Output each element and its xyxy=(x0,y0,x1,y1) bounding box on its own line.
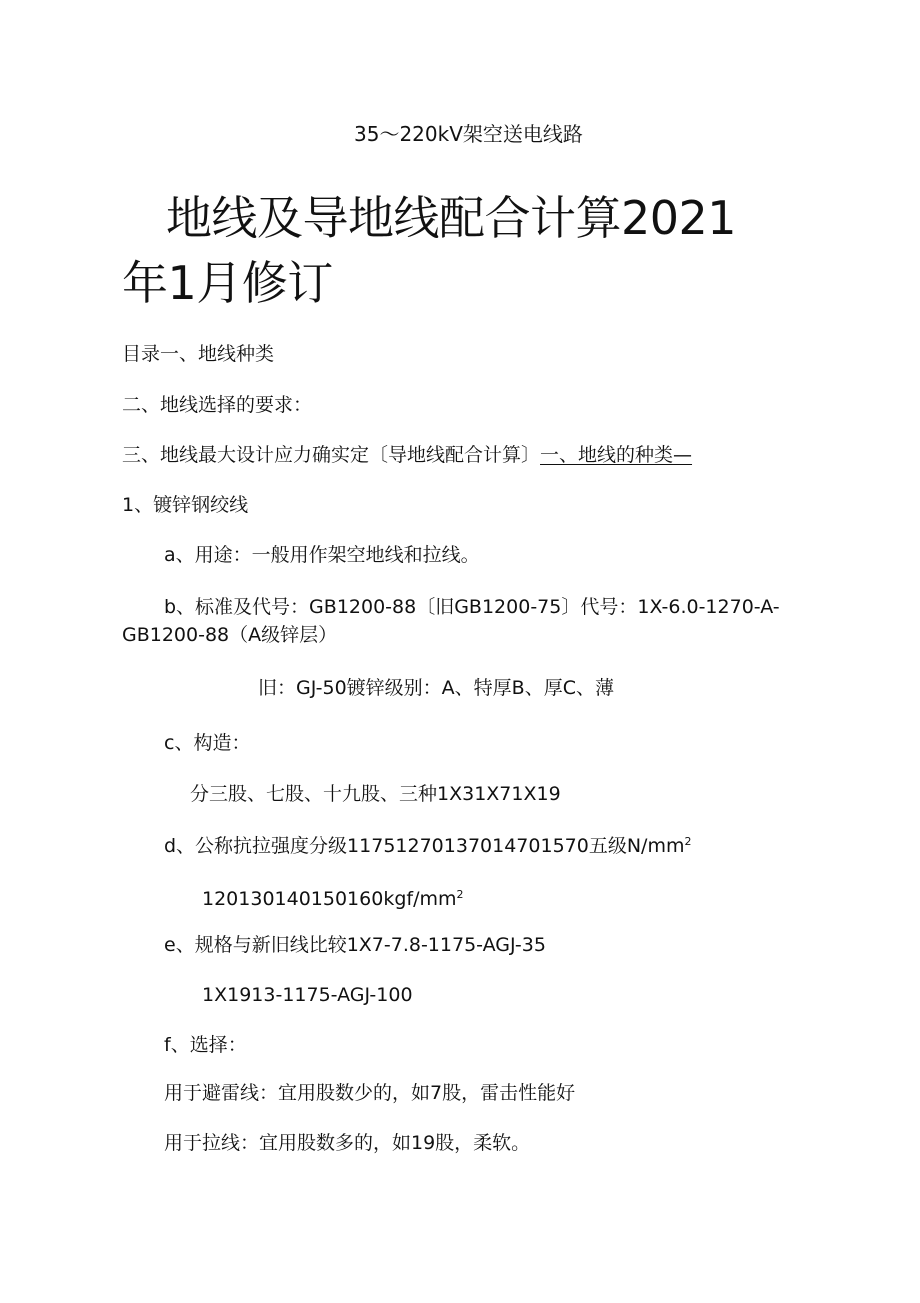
document-title-line-2: 年1月修订 xyxy=(122,256,333,310)
item-f-lightning-wire: 用于避雷线：宜用股数少的，如7股，雷击性能好 xyxy=(164,1082,576,1104)
toc-item-3-link[interactable]: 一、地线的种类— xyxy=(540,444,693,466)
item-d-kgf-text: 120130140150160kgf/mm xyxy=(202,888,457,910)
document-subtitle: 35～220kV架空送电线路 xyxy=(354,122,583,146)
toc-item-2: 二、地线选择的要求： xyxy=(122,394,313,416)
item-b-standard-line-2: GB1200-88（A级锌层） xyxy=(122,624,338,646)
toc-item-3 xyxy=(122,443,692,467)
item-e-detail: 1X1913-1175-AGJ-100 xyxy=(202,984,413,1006)
item-c-construction: c、构造： xyxy=(164,732,251,754)
document-title-line-1: 地线及导地线配合计算2021 xyxy=(166,191,737,245)
item-d-superscript: 2 xyxy=(684,835,692,848)
item-d-kgf-values xyxy=(202,883,464,911)
item-a-usage: a、用途：一般用作架空地线和拉线。 xyxy=(164,544,480,566)
item-d-kgf-superscript: 2 xyxy=(456,888,464,901)
item-d-text: d、公称抗拉强度分级11751270137014701570五级N/mm xyxy=(164,835,685,857)
item-c-detail: 分三股、七股、十九股、三种1X31X71X19 xyxy=(190,783,561,805)
item-b-old-designation: 旧：GJ-50镀锌级别：A、特厚B、厚C、薄 xyxy=(258,677,614,699)
item-b-standard-line-1: b、标准及代号：GB1200-88〔旧GB1200-75〕代号：1X-6.0-1270-A- xyxy=(164,596,780,618)
toc-item-1: 目录一、地线种类 xyxy=(122,343,275,365)
item-f-selection: f、选择： xyxy=(164,1034,247,1056)
section-1-heading: 1、镀锌钢绞线 xyxy=(122,494,249,516)
toc-item-3-text: 三、地线最大设计应力确实定〔导地线配合计算〕 xyxy=(122,444,541,466)
item-e-comparison: e、规格与新旧线比较1X7-7.8-1175-AGJ-35 xyxy=(164,934,546,956)
item-d-tensile-strength xyxy=(164,830,691,858)
item-f-stay-wire: 用于拉线：宜用股数多的，如19股，柔软。 xyxy=(164,1132,531,1154)
